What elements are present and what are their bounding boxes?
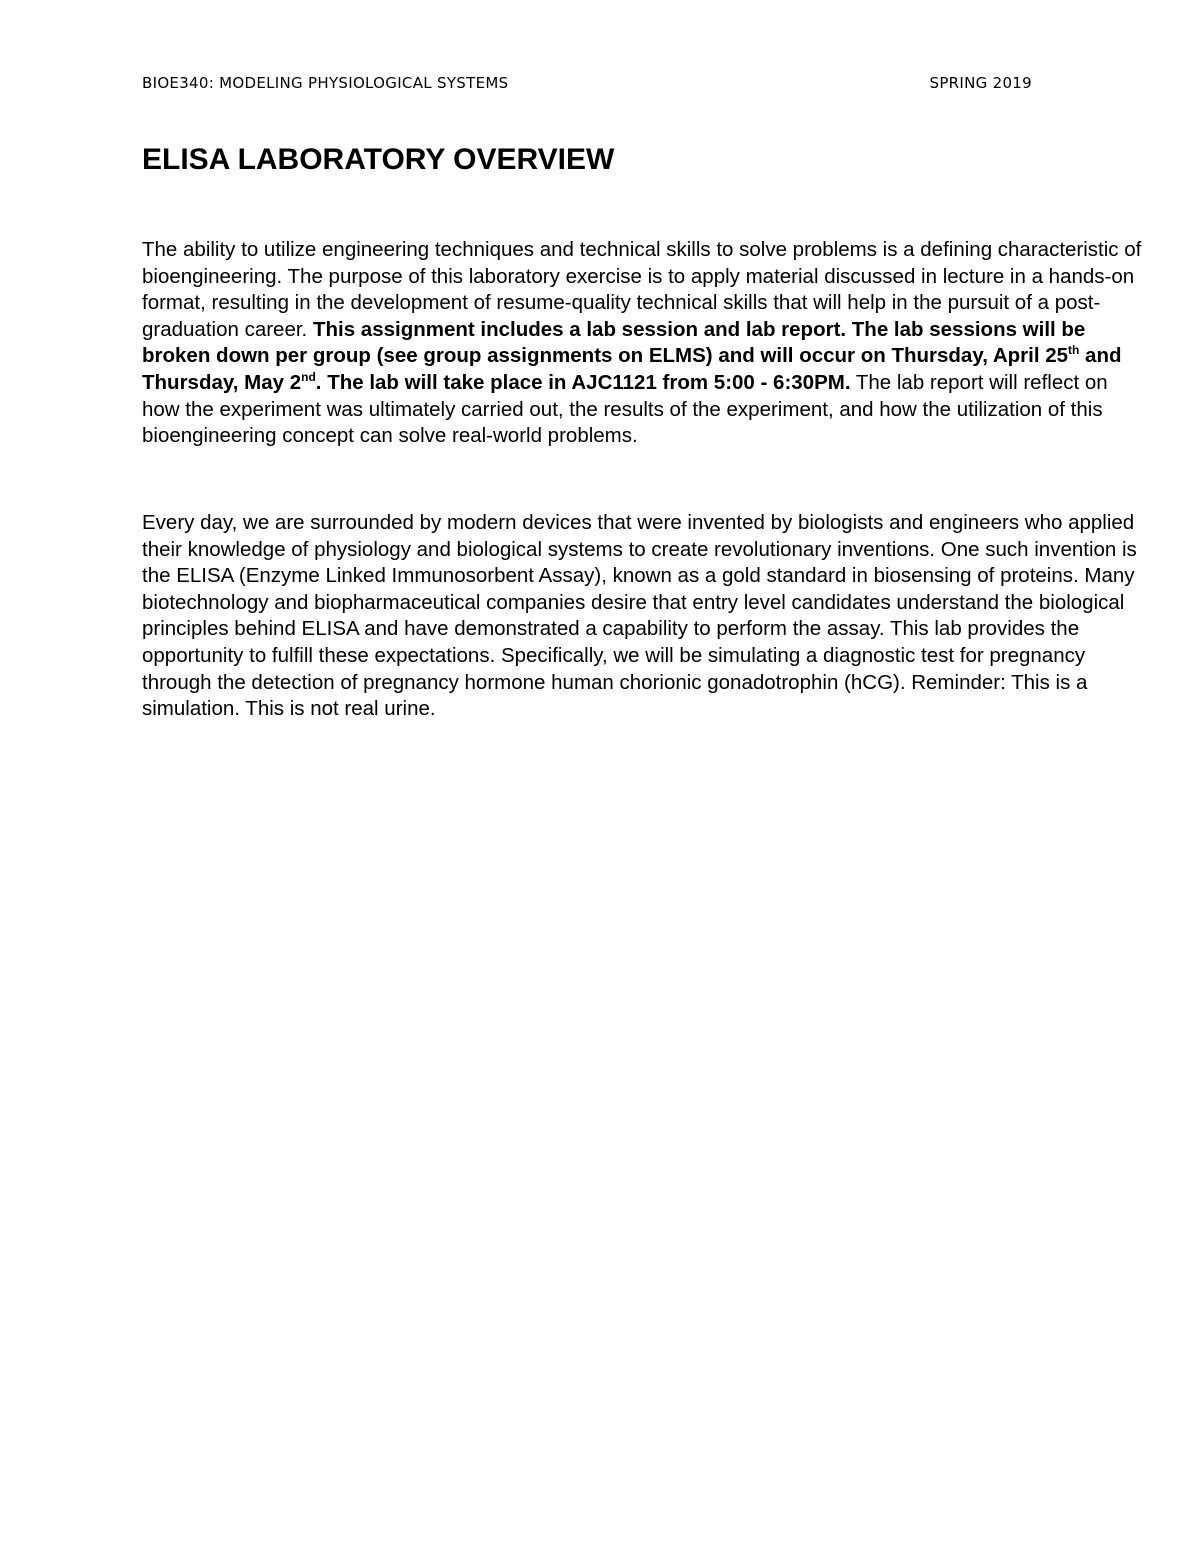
page-title: ELISA LABORATORY OVERVIEW xyxy=(142,143,615,176)
term-label: SPRING 2019 xyxy=(929,74,1032,92)
intro-text-end: The lab report will reflect on how the experiment was ultimately carried out, the results of the experiment, and how the utilization of this bioengineering concept can solve real-world problems. xyxy=(142,370,1108,448)
intro-paragraph xyxy=(142,237,1142,450)
schedule-text-part3: . The lab will take place in AJC1121 from 5:00 - 6:30PM. xyxy=(315,370,851,394)
schedule-text-part1: This assignment includes a lab session and lab report. The lab sessions will be broken down per group (see group assignments on ELMS) and will occur on Thursday, April 25 xyxy=(142,317,1086,368)
ordinal-suffix-2: nd xyxy=(301,369,316,384)
ordinal-suffix-1: th xyxy=(1068,343,1080,358)
course-name: BIOE340: MODELING PHYSIOLOGICAL SYSTEMS xyxy=(142,74,509,92)
schedule-text-part2: and Thursday, May 2 xyxy=(142,344,1122,394)
elisa-paragraph: Every day, we are surrounded by modern devices that were invented by biologists and engineers who applied their knowledge of physiology and biological systems to create revolutionary inventions. One such invention is the ELISA (Enzyme Linked Immunosorbent Assay), known as a gold standard in biosensing of proteins. Many biotechnology and biopharmaceutical companies desire that entry level candidates understand the biological principles behind ELISA and have demonstrated a capability to perform the assay. This lab provides the opportunity to fulfill these expectations. Specifically, we will be simulating a diagnostic test for pregnancy through the detection of pregnancy hormone human chorionic gonadotrophin (hCG). Reminder: This is a simulation. This is not real urine. xyxy=(142,511,1137,721)
page-header xyxy=(142,74,1032,100)
intro-text-start: The ability to utilize engineering techniques and technical skills to solve problems is a defining characteristic of bioengineering. The purpose of this laboratory exercise is to apply material discussed in lecture in a hands-on format, resulting in the development of resume-quality technical skills that will help in the pursuit of a post-graduation career. xyxy=(142,238,1142,341)
